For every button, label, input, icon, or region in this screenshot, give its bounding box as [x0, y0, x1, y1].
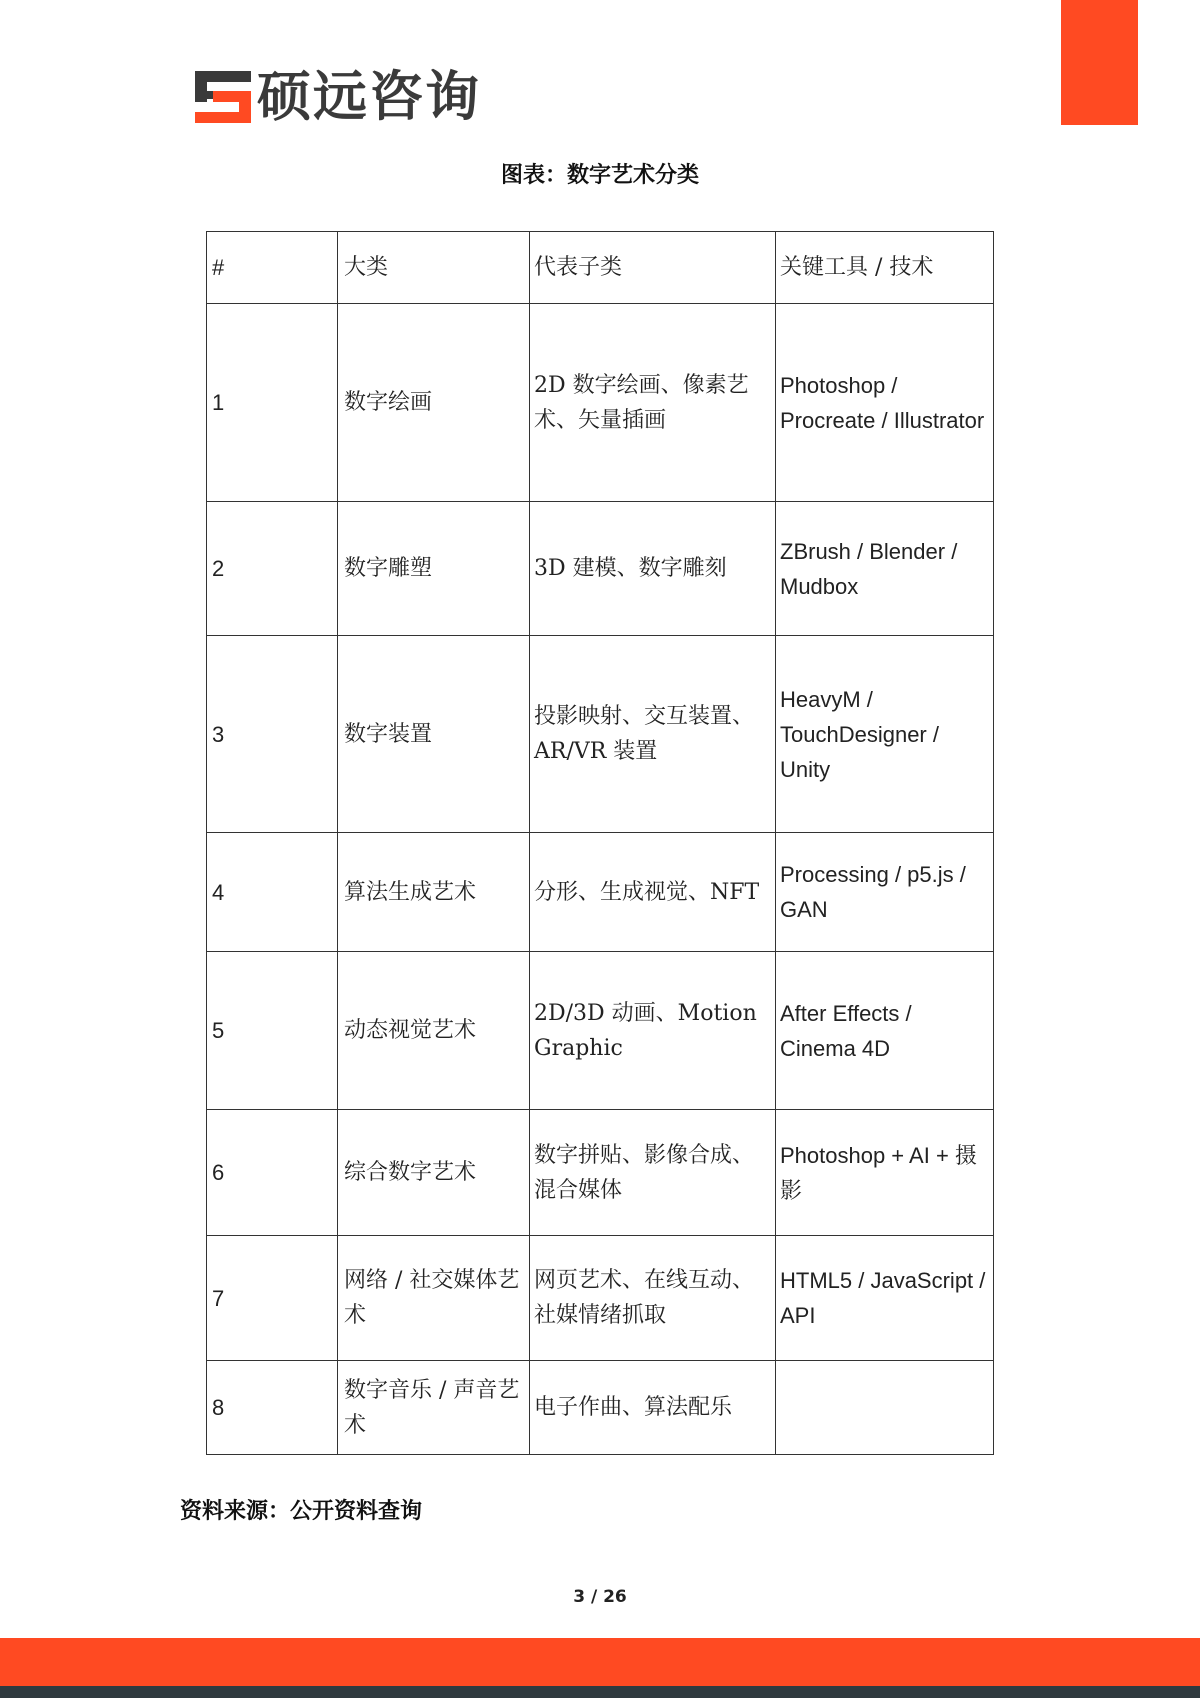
row-index: 3 [207, 636, 338, 833]
row-index: 4 [207, 833, 338, 952]
row-category: 算法生成艺术 [338, 833, 530, 952]
brand-header [195, 65, 481, 128]
row-tools: Photoshop / Procreate / Illustrator [776, 304, 994, 502]
row-category: 数字装置 [338, 636, 530, 833]
chart-title: 图表：数字艺术分类 [500, 163, 699, 188]
row-category: 综合数字艺术 [338, 1110, 530, 1236]
row-subcategories: 电子作曲、算法配乐 [530, 1361, 776, 1455]
table-row [207, 1236, 994, 1361]
row-index: 5 [207, 952, 338, 1110]
footer-accent-bar [0, 1638, 1200, 1686]
row-index: 8 [207, 1361, 338, 1455]
row-tools: ZBrush / Blender / Mudbox [776, 502, 994, 636]
row-subcategories: 3D 建模、数字雕刻 [530, 502, 776, 636]
row-category: 动态视觉艺术 [338, 952, 530, 1110]
classification-table [206, 231, 994, 1455]
row-tools: HTML5 / JavaScript / API [776, 1236, 994, 1361]
header-subcategories: 代表子类 [530, 232, 776, 304]
row-index: 1 [207, 304, 338, 502]
table-row [207, 636, 994, 833]
page-number: 3 / 26 [573, 1587, 627, 1607]
source-note: 资料来源：公开资料查询 [180, 1499, 423, 1524]
row-tools [776, 1361, 994, 1455]
row-index: 7 [207, 1236, 338, 1361]
footer-dark-strip [0, 1686, 1200, 1698]
row-tools: HeavyM / TouchDesigner / Unity [776, 636, 994, 833]
row-category: 数字绘画 [338, 304, 530, 502]
table-row [207, 952, 994, 1110]
row-tools: After Effects / Cinema 4D [776, 952, 994, 1110]
brand-name: 硕远咨询 [257, 65, 481, 128]
row-subcategories: 网页艺术、在线互动、社媒情绪抓取 [530, 1236, 776, 1361]
header-tools: 关键工具 / 技术 [776, 232, 994, 304]
row-subcategories: 投影映射、交互装置、AR/VR 装置 [530, 636, 776, 833]
table-header-row [207, 232, 994, 304]
brand-s-logo-icon [195, 71, 251, 123]
table-row [207, 1361, 994, 1455]
row-tools: Photoshop + AI + 摄影 [776, 1110, 994, 1236]
table-row [207, 833, 994, 952]
row-subcategories: 2D 数字绘画、像素艺术、矢量插画 [530, 304, 776, 502]
row-index: 2 [207, 502, 338, 636]
row-category: 数字音乐 / 声音艺术 [338, 1361, 530, 1455]
row-tools: Processing / p5.js / GAN [776, 833, 994, 952]
table-row [207, 1110, 994, 1236]
header-category: 大类 [338, 232, 530, 304]
table-row [207, 304, 994, 502]
row-subcategories: 数字拼贴、影像合成、混合媒体 [530, 1110, 776, 1236]
row-category: 数字雕塑 [338, 502, 530, 636]
row-subcategories: 分形、生成视觉、NFT [530, 833, 776, 952]
corner-accent-tab [1061, 0, 1138, 125]
header-index: # [207, 232, 338, 304]
row-subcategories: 2D/3D 动画、Motion Graphic [530, 952, 776, 1110]
table-row [207, 502, 994, 636]
row-category: 网络 / 社交媒体艺术 [338, 1236, 530, 1361]
row-index: 6 [207, 1110, 338, 1236]
